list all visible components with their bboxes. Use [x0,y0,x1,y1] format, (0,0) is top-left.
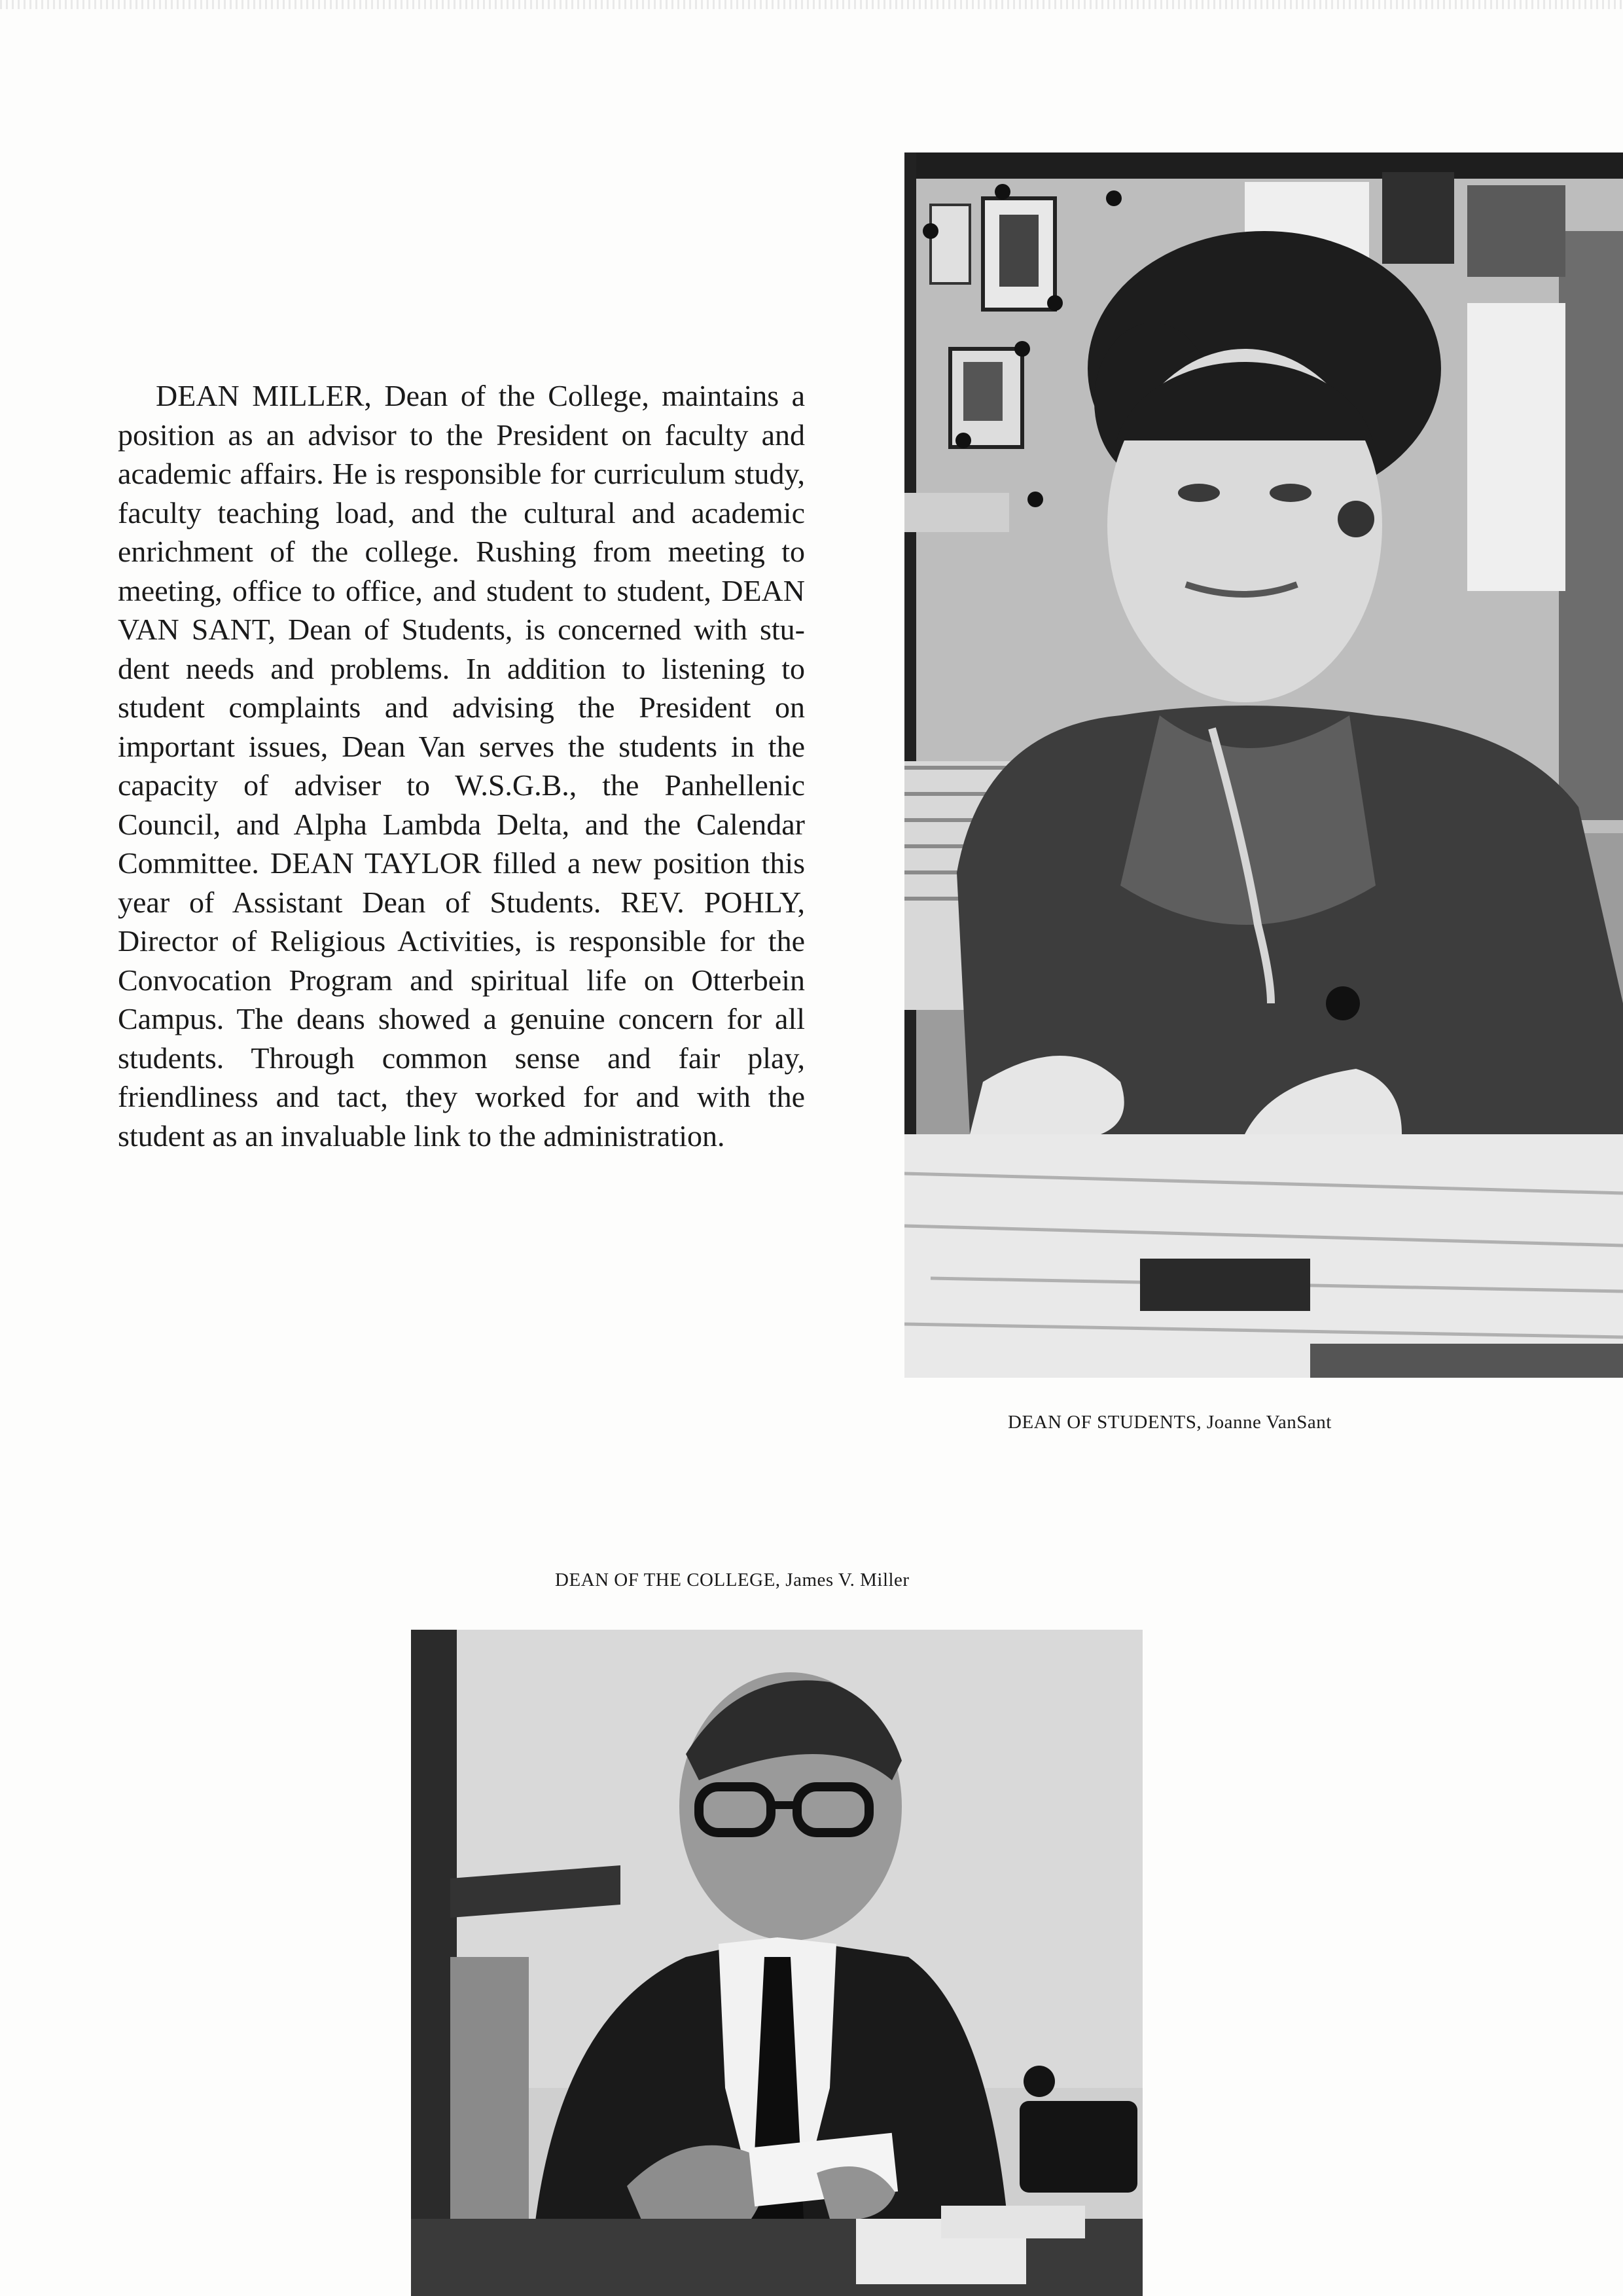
dean-of-students-photo [904,152,1623,1378]
dean-of-college-photo-drawing [411,1630,1143,2296]
deans-article-text: DEAN MILLER, Dean of the College, maintains a position as an advisor to the President on faculty and academic affairs. He is responsible for curriculum study, faculty teaching load, and the cultural and academic enrichment of the college. Rushing from meeting to meeting, office to office, and student to student, DEAN VAN SANT, Dean of Students, is concerned with student needs and problems. In addition to listening to student complaints and advising the President on important issues, Dean Van serves the students in the capacity of adviser to W.S.G.B., the Panhellenic Council, and Alpha Lambda Delta, and the Calendar Committee. DEAN TAYLOR filled a new position this year of Assistant Dean of Students. REV. POHLY, Director of Religious Activities, is responsible for the Convocation Program and spiritual life on Otterbein Campus. The deans showed a genuine concern for all students. Through common sense and fair play, friendliness and tact, they worked for and with the student as an invaluable link to the administration. [118,379,805,1153]
dean-of-college-caption: DEAN OF THE COLLEGE, James V. Miller [555,1570,910,1590]
dean-of-students-caption: DEAN OF STUDENTS, Joanne VanSant [1008,1412,1332,1433]
dean-of-students-photo-drawing [904,152,1623,1378]
scan-edge-artifact [0,0,1623,9]
dean-of-college-photo [411,1630,1143,2296]
